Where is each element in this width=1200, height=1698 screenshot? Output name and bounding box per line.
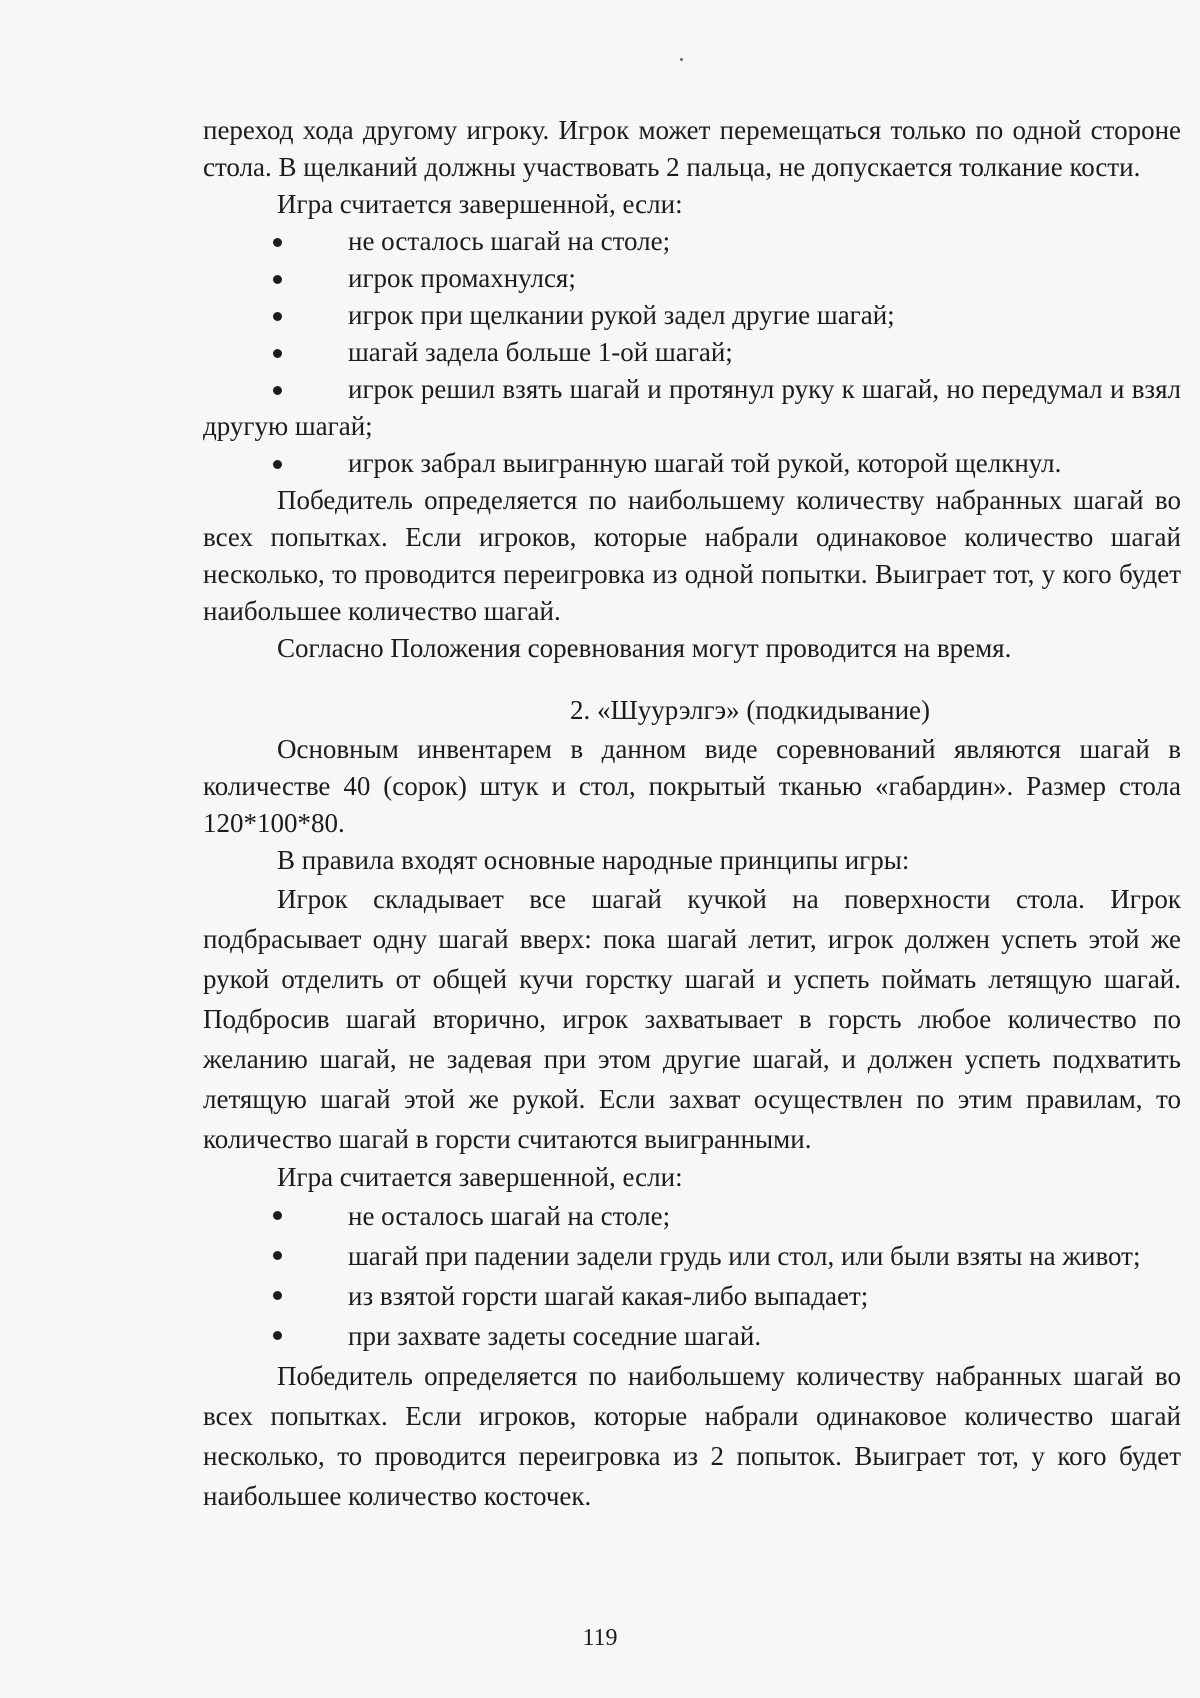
list-item: из взятой горсти шагай какая-либо выпадает; [203, 1276, 1181, 1316]
bullet-icon [273, 1251, 282, 1260]
section-heading: 2. «Шуурэлгэ» (подкидывание) [570, 695, 930, 725]
rules-intro-paragraph: В правила входят основные народные принципы игры: [277, 845, 910, 875]
bullet-icon [273, 238, 282, 247]
list-item: не осталось шагай на столе; [203, 1196, 1181, 1236]
section-2 [203, 692, 1181, 1516]
list-item: шагай задела больше 1-ой шагай; [203, 334, 1181, 371]
list-item: не осталось шагай на столе; [203, 223, 1181, 260]
end-conditions-list [203, 1196, 1181, 1356]
bullet-icon [273, 386, 282, 395]
page-content [203, 112, 1181, 1516]
winner-paragraph: Победитель определяется по наибольшему количеству набранных шагай во всех попытках. Если игроков, которые набрали одинаковое количество шагай несколько, то проводится переигровка из 2 попыток. Выиграет тот, у кого будет наибольшее количество косточек. [203, 1361, 1181, 1511]
equipment-paragraph: Основным инвентарем в данном виде соревнований являются шагай в количестве 40 (сорок) штук и стол, покрытый тканью «габардин». Размер стола 120*100*80. [203, 734, 1181, 838]
list-item: при захвате задеты соседние шагай. [203, 1316, 1181, 1356]
list-item: игрок при щелкании рукой задел другие шагай; [203, 297, 1181, 334]
winner-paragraph: Победитель определяется по наибольшему количеству набранных шагай во всех попытках. Если игроков, которые набрали одинаковое количество шагай несколько, то проводится переигровка из одной попытки. Выиграет тот, у кого будет наибольшее количество шагай. [203, 485, 1181, 626]
list-item: игрок забрал выигранную шагай той рукой, которой щелкнул. [203, 445, 1181, 482]
bullet-icon [273, 1291, 282, 1300]
end-conditions-intro: Игра считается завершенной, если: [277, 1162, 683, 1192]
end-conditions-intro: Игра считается завершенной, если: [277, 189, 683, 219]
list-item: игрок промахнулся; [203, 260, 1181, 297]
page-number: 119 [582, 1625, 618, 1651]
bullet-icon [273, 312, 282, 321]
end-conditions-list [203, 223, 1181, 482]
bullet-icon [273, 1211, 282, 1220]
scan-speck [680, 58, 683, 61]
rules-paragraph: Игрок складывает все шагай кучкой на поверхности стола. Игрок подбрасывает одну шагай вверх: пока шагай летит, игрок должен успеть этой же рукой отделить от общей кучи горстку шагай и успеть поймать летящую шагай. Подбросив шагай вторично, игрок захватывает в горсть любое количество по желанию шагай, не задевая при этом другие шагай, и должен успеть подхватить летящую шагай этой же рукой. Если захват осуществлен по этим правилам, то количество шагай в горсти считаются выигранными. [203, 884, 1181, 1154]
time-note-paragraph: Согласно Положения соревнования могут проводится на время. [277, 633, 1012, 663]
continuation-paragraph: переход хода другому игроку. Игрок может перемещаться только по одной стороне стола. В щелканий должны участвовать 2 пальца, не допускается толкание кости. [203, 115, 1181, 182]
bullet-icon [273, 275, 282, 284]
section-1 [203, 112, 1181, 667]
list-item: шагай при падении задели грудь или стол, или были взяты на живот; [203, 1236, 1181, 1276]
bullet-icon [273, 349, 282, 358]
bullet-icon [273, 460, 282, 469]
bullet-icon [273, 1331, 282, 1340]
list-item: игрок решил взять шагай и протянул руку к шагай, но передумал и взял другую шагай; [203, 374, 1181, 441]
